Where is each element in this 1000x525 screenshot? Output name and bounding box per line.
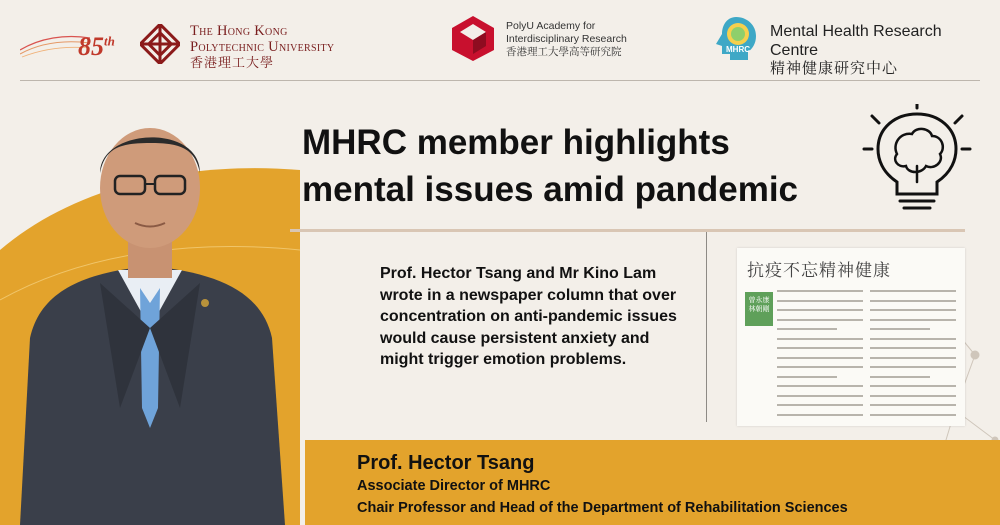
article-summary: Prof. Hector Tsang and Mr Kino Lam wrote in a newspaper column that over concentration on anti-pandemic issues would cause persistent anxiety and might trigger emotion problems. [380, 265, 677, 368]
clipping-text-line [870, 300, 956, 302]
clipping-text-line [870, 290, 956, 292]
clipping-text-line [870, 366, 956, 368]
lightbulb-brain-icon [862, 104, 972, 216]
clipping-text-line [777, 404, 863, 406]
anniversary-badge: 85th [78, 32, 115, 61]
clipping-byline: 曾永康 林朝剛 [745, 292, 773, 326]
speaker-role-2: Chair Professor and Head of the Department of Rehabilitation Sciences [357, 500, 848, 516]
newspaper-clipping [737, 248, 965, 426]
clipping-text-line [870, 309, 956, 311]
clipping-text-line [870, 347, 956, 349]
header-divider [20, 80, 980, 81]
clipping-text-line [777, 395, 863, 397]
clipping-body-text [777, 286, 959, 420]
polyu-name: The Hong Kong Polytechnic University 香港理工大學 [190, 23, 335, 70]
speaker-role-1: Associate Director of MHRC [357, 478, 551, 494]
polyu-seal-icon [140, 24, 180, 64]
title-underline [290, 229, 965, 232]
mhrc-logo-icon [712, 14, 760, 62]
academy-logo[interactable] [450, 10, 650, 70]
clipping-text-line [777, 366, 863, 368]
clipping-text-line [777, 385, 863, 387]
header-bar [0, 0, 1000, 78]
clipping-text-line [777, 347, 863, 349]
clipping-text-line [870, 357, 956, 359]
mhrc-name: Mental Health Research Centre 精神健康研究中心 [770, 23, 942, 77]
academy-name: PolyU Academy for Interdisciplinary Research 香港理工大學高等研究院 [506, 20, 627, 58]
clipping-text-line [870, 376, 930, 378]
clipping-text-line [870, 395, 956, 397]
clipping-text-line [777, 328, 837, 330]
clipping-headline: 抗疫不忘精神健康 [747, 261, 891, 281]
clipping-text-line [870, 319, 956, 321]
clipping-text-line [870, 404, 956, 406]
clipping-text-line [870, 328, 930, 330]
clipping-text-line [870, 414, 956, 416]
vertical-divider [706, 232, 707, 422]
clipping-text-line [777, 357, 863, 359]
clipping-text-line [777, 300, 863, 302]
clipping-text-line [870, 338, 956, 340]
headline: MHRC member highlights mental issues amid pandemic [302, 123, 799, 209]
speaker-name: Prof. Hector Tsang [357, 452, 535, 474]
academy-logo-icon [450, 14, 496, 62]
clipping-text-line [777, 338, 863, 340]
speaker-portrait [0, 88, 320, 525]
speaker-info [357, 451, 848, 519]
clipping-text-line [870, 385, 956, 387]
mhrc-logo[interactable] [712, 10, 982, 77]
clipping-text-line [777, 309, 863, 311]
clipping-text-line [777, 319, 863, 321]
polyu-logo[interactable] [20, 10, 365, 70]
clipping-text-line [777, 376, 837, 378]
svg-text:MHRC: MHRC [726, 45, 750, 54]
clipping-text-line [777, 290, 863, 292]
clipping-text-line [777, 414, 863, 416]
